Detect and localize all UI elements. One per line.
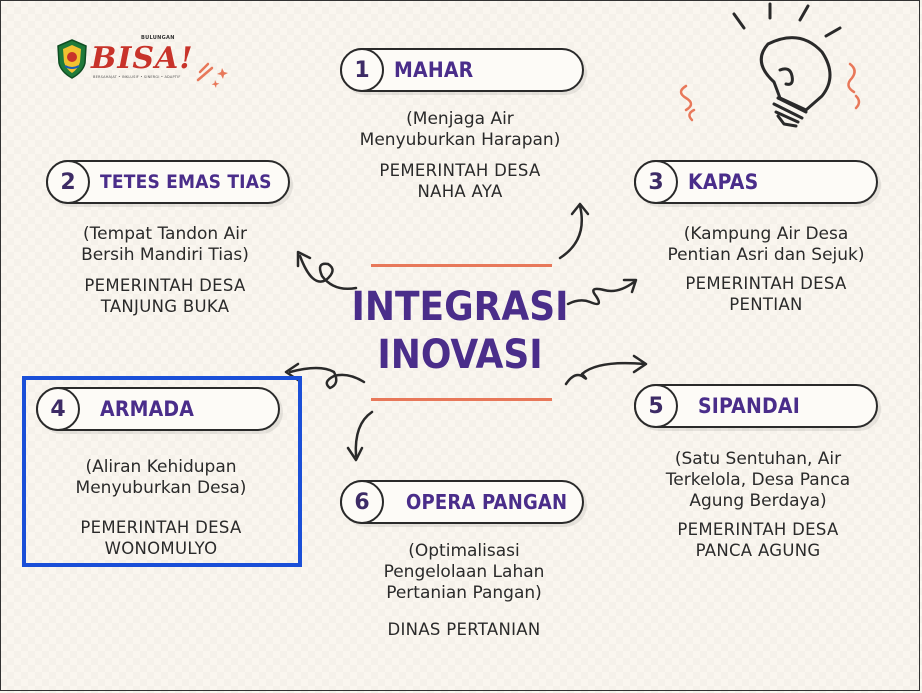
innovation-desc-3-line1: (Kampung Air Desa	[683, 224, 849, 244]
center-bottom-rule	[371, 398, 552, 401]
innovation-desc-1-line1: (Menjaga Air	[406, 109, 514, 129]
innovation-desc-2-line1: (Tempat Tandon Air	[83, 224, 247, 244]
innovation-desc-4	[26, 457, 296, 499]
innovation-org-4	[26, 517, 296, 559]
innovation-desc-4-line2: Menyuburkan Desa)	[75, 478, 247, 498]
innovation-org-1	[320, 160, 600, 202]
center-title-line2: INOVASI	[377, 332, 543, 378]
innovation-number-5: 5	[634, 384, 678, 428]
innovation-org-1-line1: PEMERINTAH DESA	[379, 161, 541, 180]
innovation-desc-5-line3: Agung Berdaya)	[689, 491, 827, 511]
innovation-desc-3	[628, 224, 904, 266]
logo-small-text: BULUNGAN	[141, 35, 175, 41]
innovation-name-6: OPERA PANGAN	[406, 490, 568, 514]
center-title	[340, 283, 580, 379]
innovation-org-4-line2: WONOMULYO	[104, 539, 218, 558]
innovation-org-3-line2: PENTIAN	[729, 295, 803, 314]
innovation-desc-4-line1: (Aliran Kehidupan	[85, 457, 237, 477]
innovation-name-5: SIPANDAI	[698, 394, 800, 418]
innovation-name-4: ARMADA	[100, 397, 195, 421]
innovation-pill-4	[36, 387, 280, 431]
innovation-org-6-line1: DINAS PERTANIAN	[387, 620, 541, 639]
innovation-org-2-line2: TANJUNG BUKA	[100, 297, 230, 316]
innovation-desc-5-line2: Terkelola, Desa Panca	[665, 470, 851, 490]
innovation-desc-1-line2: Menyuburkan Harapan)	[359, 130, 561, 150]
innovation-desc-2-line2: Bersih Mandiri Tias)	[81, 245, 249, 265]
innovation-org-1-line2: NAHA AYA	[417, 182, 503, 201]
bisa-logo	[55, 35, 194, 85]
innovation-org-2	[30, 275, 300, 317]
innovation-org-5-line1: PEMERINTAH DESA	[677, 520, 839, 539]
innovation-pill-5	[634, 384, 878, 428]
innovation-org-5-line2: PANCA AGUNG	[695, 541, 821, 560]
innovation-number-2: 2	[46, 160, 90, 204]
innovation-pill-3	[634, 160, 878, 204]
innovation-org-4-line1: PEMERINTAH DESA	[80, 518, 242, 537]
innovation-number-4: 4	[36, 387, 80, 431]
innovation-desc-6	[326, 541, 602, 604]
innovation-desc-6-line1: (Optimalisasi	[408, 541, 520, 561]
center-title-line1: INTEGRASI	[351, 284, 569, 330]
innovation-name-2: TETES EMAS TIAS	[100, 171, 272, 193]
innovation-number-6: 6	[340, 480, 384, 524]
logo-brand-word: BISA!	[91, 41, 194, 76]
innovation-desc-2	[30, 224, 300, 266]
innovation-org-2-line1: PEMERINTAH DESA	[84, 276, 246, 295]
innovation-desc-5-line1: (Satu Sentuhan, Air	[674, 449, 842, 469]
innovation-name-1: MAHAR	[394, 58, 474, 82]
innovation-org-3-line1: PEMERINTAH DESA	[685, 274, 847, 293]
innovation-name-3: KAPAS	[688, 170, 759, 194]
innovation-pill-6	[340, 480, 584, 524]
innovation-org-3	[628, 273, 904, 315]
innovation-org-6	[326, 619, 602, 640]
innovation-number-3: 3	[634, 160, 678, 204]
innovation-org-5	[620, 519, 896, 561]
innovation-desc-6-line2: Pengelolaan Lahan	[383, 562, 545, 582]
innovation-desc-3-line2: Pentian Asri dan Sejuk)	[667, 245, 865, 265]
innovation-desc-1	[320, 109, 600, 151]
logo-tagline: BERSAHAJAT • INKLUSIF • SINERGI • ADAPTIF	[93, 75, 181, 79]
innovation-pill-1	[340, 48, 584, 92]
innovation-number-1: 1	[340, 48, 384, 92]
innovation-desc-6-line3: Pertanian Pangan)	[386, 583, 542, 603]
innovation-pill-2	[46, 160, 290, 204]
regency-emblem-icon	[55, 39, 89, 79]
center-top-rule	[371, 264, 552, 267]
innovation-desc-5	[620, 449, 896, 512]
